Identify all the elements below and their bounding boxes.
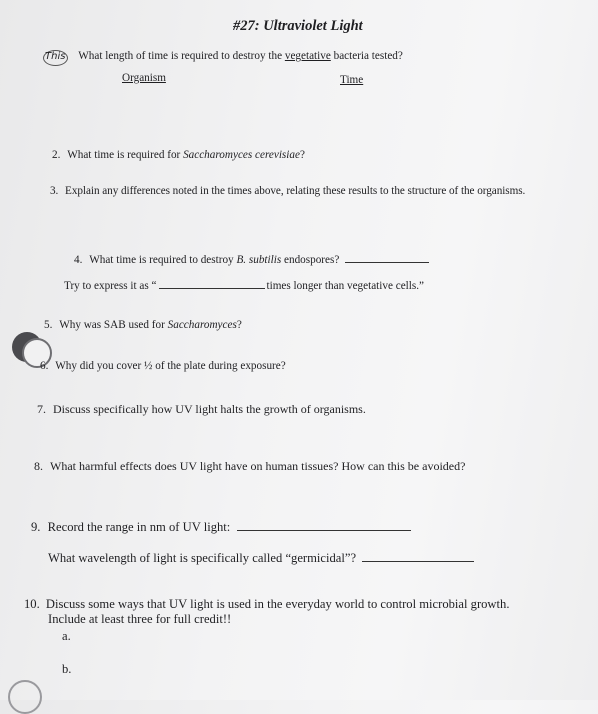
question-10-a: a.	[62, 629, 71, 643]
question-2-number: 2.	[52, 149, 61, 161]
question-10-b: b.	[62, 662, 72, 676]
answer-line-9[interactable]	[237, 519, 411, 531]
column-organism: Organism	[122, 72, 166, 84]
question-10	[24, 597, 509, 612]
question-4-italic: B. subtilis	[236, 254, 282, 266]
question-2	[52, 149, 305, 161]
question-8	[34, 459, 465, 474]
question-6	[40, 360, 286, 372]
column-time: Time	[340, 74, 364, 86]
question-5-number: 5.	[44, 319, 53, 331]
question-4-sub-after: times longer than vegetative cells.”	[266, 280, 424, 292]
question-4	[74, 251, 429, 266]
question-8-text: What harmful effects does UV light have on human tissues? How can this be avoided?	[50, 459, 466, 473]
answer-line-9b[interactable]	[362, 550, 474, 562]
handwritten-prefix: This	[45, 51, 66, 62]
question-10-line2: Include at least three for full credit!!	[48, 612, 232, 626]
question-1-text-before: What length of time is required to destroy the	[78, 50, 285, 62]
question-7	[37, 402, 366, 417]
question-9-sub	[48, 550, 474, 566]
question-5-italic: Saccharomyces	[167, 319, 237, 331]
question-4-sub-before: Try to express it as “	[64, 280, 157, 292]
question-1-text-after: bacteria tested?	[330, 50, 403, 62]
question-2-italic: Saccharomyces cerevisiae	[183, 149, 300, 161]
question-9-number: 9.	[31, 520, 41, 534]
question-1	[45, 50, 403, 62]
question-4-sub	[64, 277, 424, 292]
question-3-number: 3.	[50, 185, 59, 197]
question-8-number: 8.	[34, 459, 43, 473]
binder-hole-bottom	[8, 680, 42, 714]
question-2-text-after: ?	[299, 149, 305, 161]
question-9	[31, 519, 411, 535]
question-3	[50, 185, 525, 197]
answer-line-4[interactable]	[345, 251, 429, 263]
question-4-text-after: endospores?	[281, 254, 340, 266]
question-10-number: 10.	[24, 597, 40, 611]
question-6-number: 6.	[40, 360, 49, 372]
question-3-text: Explain any differences noted in the times above, relating these results to the structure of the organisms.	[65, 185, 526, 197]
question-4-number: 4.	[74, 254, 83, 266]
question-10-line1: Discuss some ways that UV light is used in the everyday world to control microbial growth.	[45, 597, 510, 611]
question-9-sub-text: What wavelength of light is specifically called “germicidal”?	[48, 551, 357, 565]
question-5-text-after: ?	[236, 319, 242, 331]
question-7-number: 7.	[37, 402, 46, 416]
question-9-text: Record the range in nm of UV light:	[47, 520, 231, 534]
question-5-text-before: Why was SAB used for	[59, 319, 168, 331]
answer-line-4b[interactable]	[159, 277, 265, 289]
question-4-text-before: What time is required to destroy	[89, 254, 237, 266]
question-2-text-before: What time is required for	[67, 149, 184, 161]
question-6-text: Why did you cover ½ of the plate during exposure?	[55, 360, 286, 372]
question-5	[44, 319, 242, 331]
question-7-text: Discuss specifically how UV light halts the growth of organisms.	[53, 402, 366, 416]
page-title: #27: Ultraviolet Light	[233, 18, 363, 34]
question-1-underlined: vegetative	[284, 50, 331, 62]
